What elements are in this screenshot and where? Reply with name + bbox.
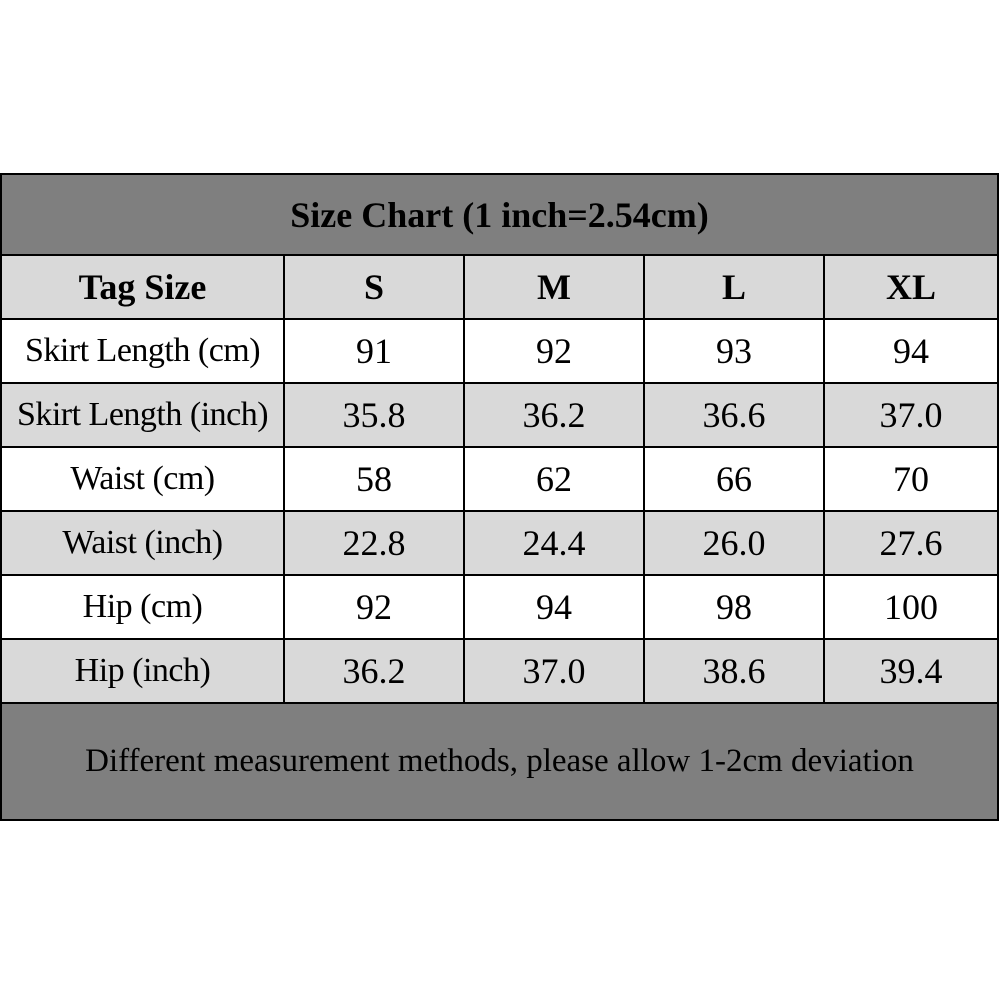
size-chart: [0, 173, 999, 821]
header-size-m: M: [465, 256, 645, 320]
table-cell: 27.6: [825, 512, 997, 576]
table-cell: 26.0: [645, 512, 825, 576]
row-label: Waist (inch): [2, 512, 285, 576]
table-cell: 94: [825, 320, 997, 384]
row-label: Waist (cm): [2, 448, 285, 512]
table-cell: 70: [825, 448, 997, 512]
header-size-xl: XL: [825, 256, 997, 320]
row-label: Skirt Length (inch): [2, 384, 285, 448]
table-cell: 62: [465, 448, 645, 512]
table-cell: 22.8: [285, 512, 465, 576]
size-chart-title: Size Chart (1 inch=2.54cm): [2, 175, 997, 256]
table-cell: 93: [645, 320, 825, 384]
table-cell: 58: [285, 448, 465, 512]
row-label: Hip (cm): [2, 576, 285, 640]
table-cell: 36.2: [465, 384, 645, 448]
table-cell: 37.0: [825, 384, 997, 448]
table-cell: 35.8: [285, 384, 465, 448]
table-cell: 36.2: [285, 640, 465, 704]
table-cell: 38.6: [645, 640, 825, 704]
table-cell: 94: [465, 576, 645, 640]
measurement-note: Different measurement methods, please allow 1-2cm deviation: [2, 704, 997, 819]
table-cell: 92: [285, 576, 465, 640]
table-cell: 37.0: [465, 640, 645, 704]
table-cell: 100: [825, 576, 997, 640]
header-tag-size: Tag Size: [2, 256, 285, 320]
table-cell: 98: [645, 576, 825, 640]
size-table: [2, 256, 997, 704]
header-size-l: L: [645, 256, 825, 320]
table-cell: 92: [465, 320, 645, 384]
row-label: Hip (inch): [2, 640, 285, 704]
table-cell: 91: [285, 320, 465, 384]
table-cell: 39.4: [825, 640, 997, 704]
table-cell: 66: [645, 448, 825, 512]
table-cell: 36.6: [645, 384, 825, 448]
row-label: Skirt Length (cm): [2, 320, 285, 384]
header-size-s: S: [285, 256, 465, 320]
table-cell: 24.4: [465, 512, 645, 576]
